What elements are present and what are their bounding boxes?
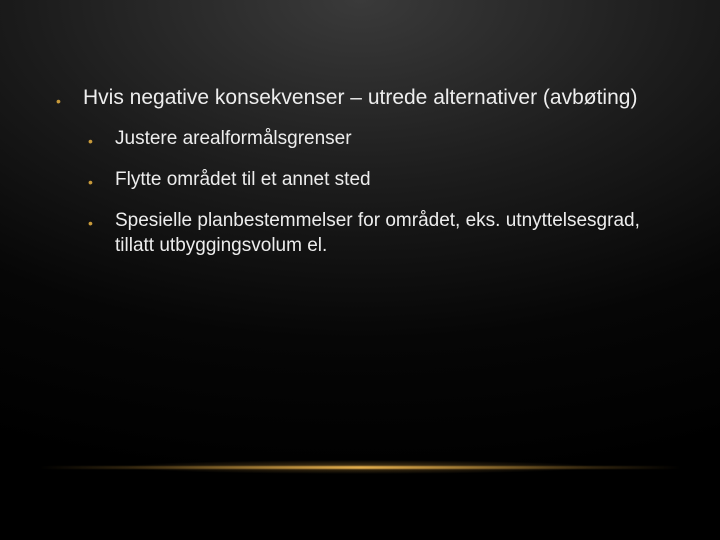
sub-bullet-item xyxy=(54,126,674,151)
bullet-text: Hvis negative konsekvenser – utrede alternativer (avbøting) xyxy=(83,86,638,109)
golden-divider-line xyxy=(40,466,680,469)
bullet-item-main xyxy=(54,84,674,112)
bullet-marker-icon: • xyxy=(88,174,93,190)
sub-bullet-item xyxy=(54,208,674,258)
bullet-marker-icon: • xyxy=(88,215,93,231)
sub-bullet-text: Justere arealformålsgrenser xyxy=(115,128,352,149)
sub-bullet-text: Spesielle planbestemmelser for området, eks. utnyttelsesgrad, tillatt utbyggingsvolum el. xyxy=(115,210,640,256)
sub-bullet-item xyxy=(54,167,674,192)
bullet-marker-icon: • xyxy=(56,93,61,109)
bullet-marker-icon: • xyxy=(88,133,93,149)
sub-bullet-text: Flytte området til et annet sted xyxy=(115,169,371,190)
bullet-list xyxy=(54,84,674,258)
